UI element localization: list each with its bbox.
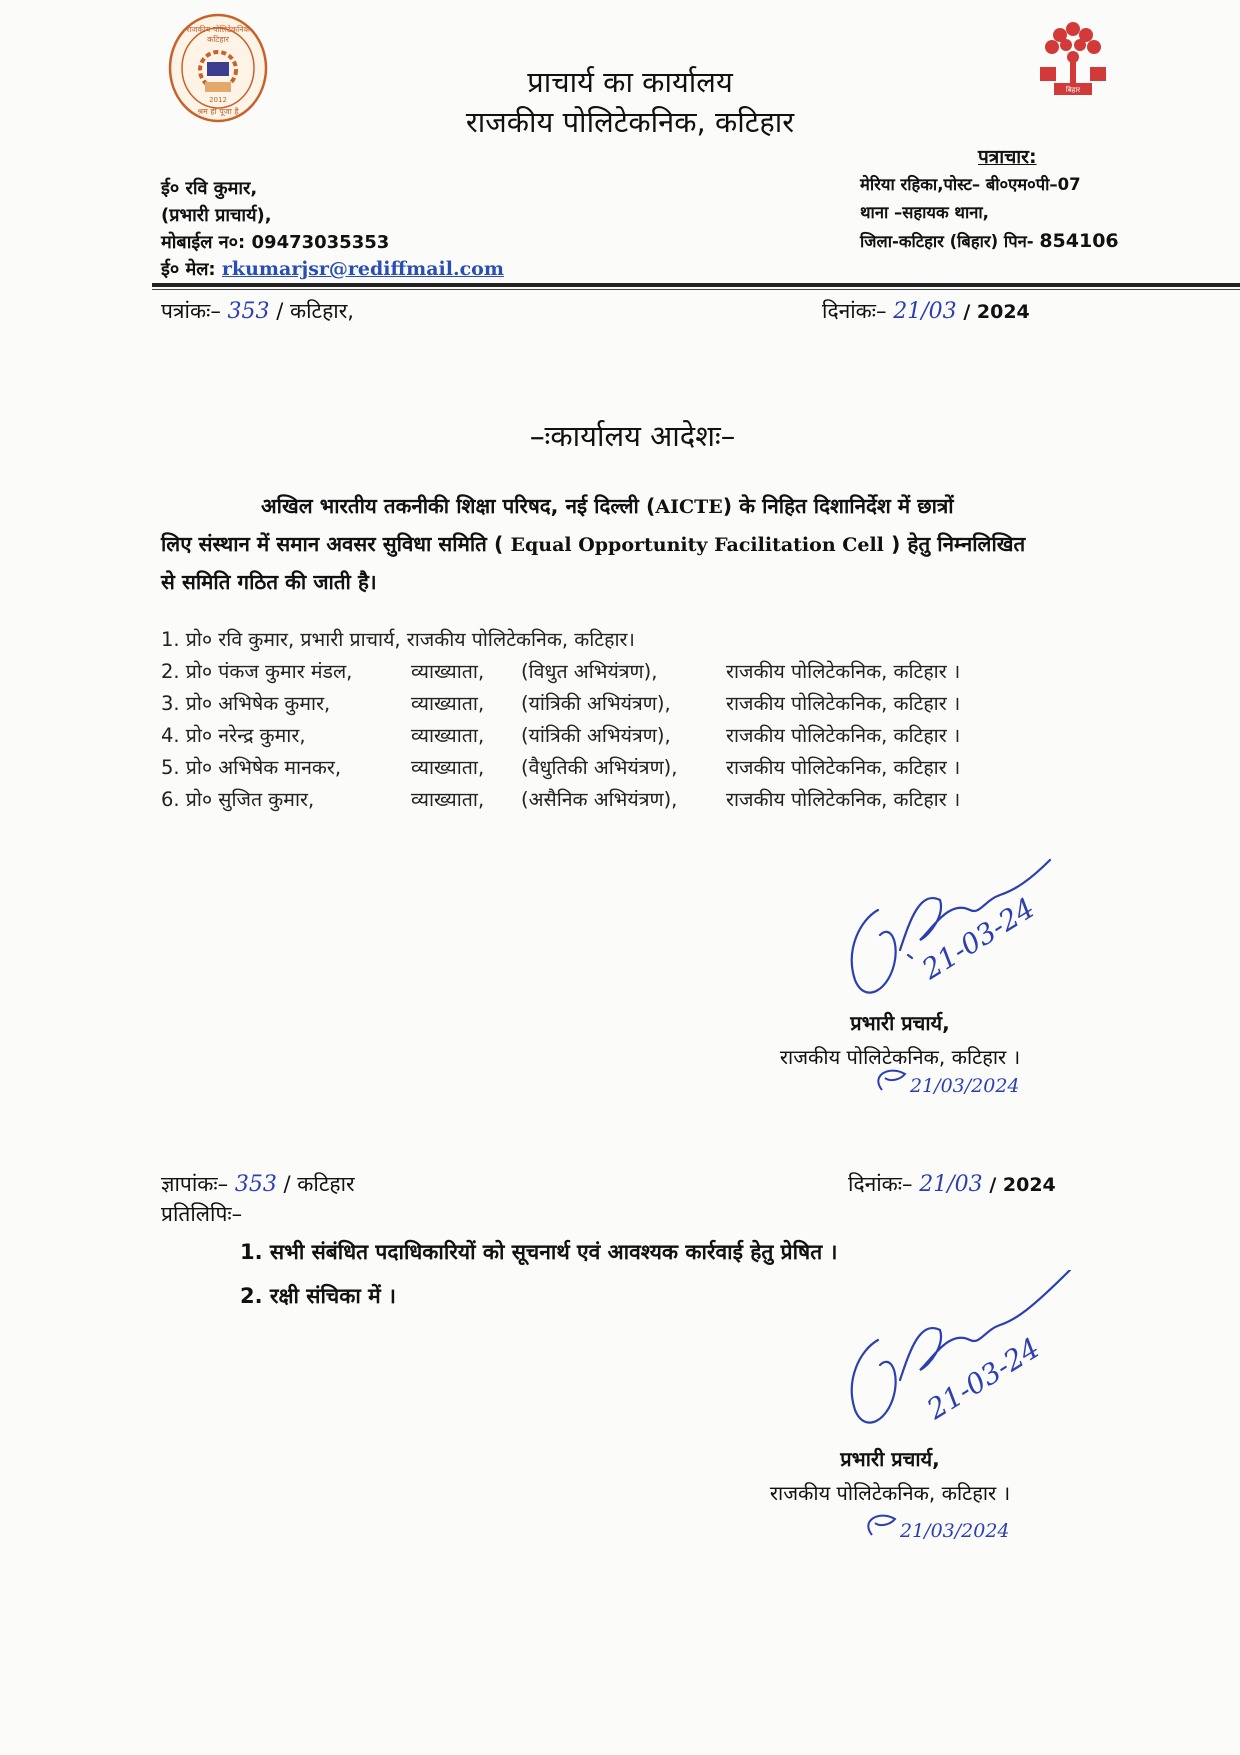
cell-name-en: Equal Opportunity Facilitation Cell	[510, 534, 884, 556]
email-link[interactable]: rkumarjsr@rediffmail.com	[221, 258, 504, 280]
college-emblem-icon	[167, 12, 269, 124]
signatory-title: प्रभारी प्रचार्य,	[850, 1011, 950, 1035]
member-institute: राजकीय पोलिटेकनिक, कटिहार ।	[726, 692, 961, 715]
member-list	[161, 624, 960, 816]
date-label: दिनांकः–	[822, 299, 887, 323]
member-branch: (यांत्रिकी अभियंत्रण),	[521, 724, 671, 747]
member-branch: (यांत्रिकी अभियंत्रण),	[521, 692, 671, 715]
reference-date	[822, 297, 1030, 325]
list-item	[161, 656, 960, 688]
list-item	[161, 784, 960, 816]
member-post: व्याख्याता,	[411, 756, 485, 779]
order-paragraph	[161, 488, 1240, 601]
address-pin: 854106	[1039, 230, 1119, 252]
reference-suffix: / कटिहार,	[276, 299, 354, 323]
office-title	[380, 62, 880, 142]
header-divider	[152, 283, 1240, 287]
memo-date-label: दिनांकः–	[848, 1172, 913, 1196]
memo-date-handwritten: 21/03	[919, 1172, 983, 1197]
list-item: 1. सभी संबंधित पदाधिकारियों को सूचनार्थ एवं आवश्यक कार्रवाई हेतु प्रेषित ।	[240, 1240, 838, 1264]
reference-handwritten-number: 353	[227, 299, 270, 324]
date-handwritten: 21/03	[893, 299, 957, 324]
member-1-text: 1. प्रो० रवि कुमार, प्रभारी प्राचार्य, राजकीय पोलिटेकनिक, कटिहार।	[161, 628, 635, 651]
order-heading: –ःकार्यालय आदेशः–	[530, 419, 736, 453]
list-item: 2. रक्षी संचिका में ।	[240, 1284, 396, 1308]
sender-block	[161, 175, 504, 283]
member-name: 2. प्रो० पंकज कुमार मंडल,	[161, 660, 353, 683]
address-line3-prefix: जिला-कटिहार (बिहार) पिन-	[860, 232, 1034, 251]
logo-year: 2012	[209, 96, 227, 104]
member-name: 3. प्रो० अभिषेक कुमार,	[161, 692, 331, 715]
reference-label: पत्रांकः–	[161, 299, 221, 323]
member-name: 5. प्रो० अभिषेक मानकर,	[161, 756, 342, 779]
member-post: व्याख्याता,	[411, 788, 485, 811]
sender-name: ई० रवि कुमार,	[161, 178, 258, 199]
list-item	[161, 688, 960, 720]
signature-1-date: 21-03-24	[916, 891, 1041, 986]
signature-2-block	[720, 1442, 1060, 1510]
list-item	[161, 624, 960, 656]
signature-1	[820, 840, 1080, 1020]
member-post: व्याख्याता,	[411, 724, 485, 747]
para-part4: ) हेतु निम्नलिखित	[891, 532, 1026, 556]
signatory-org: राजकीय पोलिटेकनिक, कटिहार ।	[769, 1481, 1011, 1505]
header-divider-thin	[152, 289, 1240, 290]
initial-2	[850, 1505, 1040, 1551]
para-part3: लिए संस्थान में समान अवसर सुविधा समिति (	[161, 532, 504, 556]
mobile-number: 09473035353	[251, 232, 390, 253]
copy-list	[240, 1230, 837, 1318]
address-heading: पत्राचार:	[978, 146, 1037, 168]
initial-2-date: 21/03/2024	[900, 1520, 1010, 1542]
signature-2-date: 21-03-24	[921, 1331, 1046, 1426]
member-institute: राजकीय पोलिटेकनिक, कटिहार ।	[726, 788, 961, 811]
para-part2: ) के निहित दिशानिर्देश में छात्रों	[722, 494, 954, 518]
memo-number	[161, 1170, 355, 1198]
member-branch: (वैधुतिकी अभियंत्रण),	[521, 756, 678, 779]
memo-year: / 2024	[989, 1174, 1056, 1196]
initial-1	[860, 1060, 1040, 1106]
initial-1-date: 21/03/2024	[910, 1075, 1020, 1097]
mobile-label: मोबाईल न०:	[161, 232, 246, 253]
memo-suffix: / कटिहार	[283, 1172, 355, 1196]
logo-text-city: कटिहार	[207, 35, 229, 44]
member-name: 6. प्रो० सुजित कुमार,	[161, 788, 315, 811]
memo-label: ज्ञापांकः–	[161, 1172, 229, 1196]
member-name: 4. प्रो० नरेन्द्र कुमार,	[161, 724, 306, 747]
member-post: व्याख्याता,	[411, 692, 485, 715]
reference-number	[161, 297, 354, 325]
office-title-line2: राजकीय पोलिटेकनिक, कटिहार	[465, 105, 795, 139]
list-item	[161, 720, 960, 752]
member-branch: (विधुत अभियंत्रण),	[521, 660, 658, 683]
emblem-label: बिहार	[1065, 86, 1081, 94]
bihar-emblem-icon	[1030, 15, 1116, 101]
list-item	[161, 752, 960, 784]
member-post: व्याख्याता,	[411, 660, 485, 683]
date-year: / 2024	[963, 301, 1030, 323]
para-part1: अखिल भारतीय तकनीकी शिक्षा परिषद, नई दिल्ली (	[261, 494, 656, 518]
address-block	[860, 143, 1119, 256]
signatory-title: प्रभारी प्रचार्य,	[840, 1447, 940, 1471]
address-line3	[860, 227, 1119, 256]
address-line1: मेरिया रहिका,पोस्ट– बी०एम०पी–07	[860, 175, 1081, 194]
aicte-abbr: AICTE	[655, 496, 723, 518]
memo-date	[848, 1170, 1056, 1198]
signature-2	[820, 1270, 1080, 1450]
copy-label: प्रतिलिपिः–	[161, 1202, 243, 1226]
signatory-org: राजकीय पोलिटेकनिक, कटिहार ।	[779, 1045, 1021, 1069]
sender-mobile	[161, 229, 504, 256]
member-institute: राजकीय पोलिटेकनिक, कटिहार ।	[726, 756, 961, 779]
member-institute: राजकीय पोलिटेकनिक, कटिहार ।	[726, 660, 961, 683]
office-title-line1: प्राचार्य का कार्यालय	[527, 65, 733, 99]
sender-designation: (प्रभारी प्राचार्य),	[161, 205, 272, 226]
logo-text-top: राजकीय पोलिटेकनिक	[186, 25, 250, 34]
para-part5: से समिति गठित की जाती है।	[161, 570, 377, 594]
member-branch: (असैनिक अभियंत्रण),	[521, 788, 678, 811]
logo-text-bottom: श्रम ही पूजा है	[197, 107, 239, 116]
sender-email	[161, 256, 504, 283]
member-institute: राजकीय पोलिटेकनिक, कटिहार ।	[726, 724, 961, 747]
memo-handwritten-number: 353	[234, 1172, 277, 1197]
address-line2: थाना –सहायक थाना,	[860, 203, 989, 222]
email-label: ई० मेल:	[161, 259, 216, 280]
